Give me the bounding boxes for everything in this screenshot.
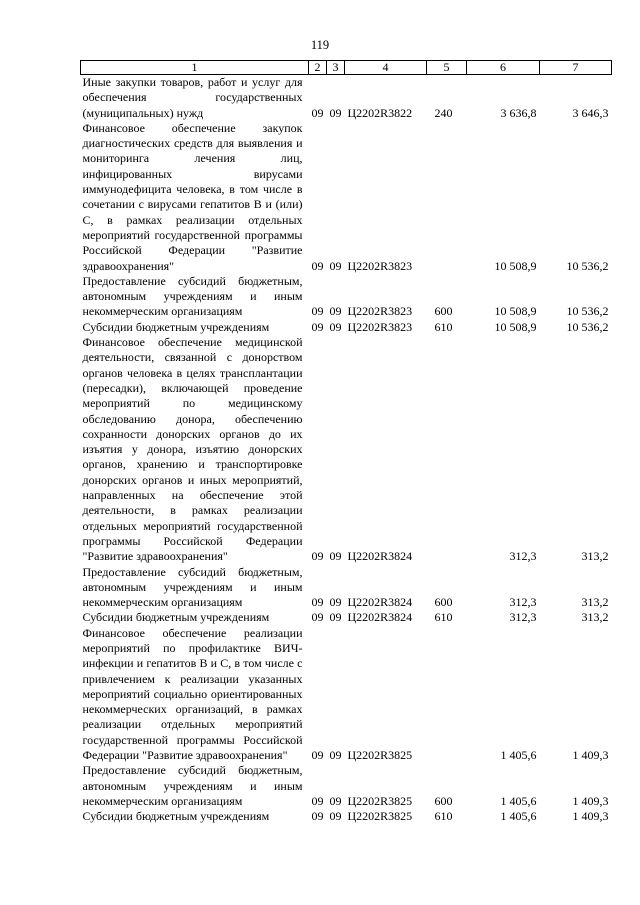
page-number: 119 [310,38,330,52]
amount-year-2: 313,2 [581,595,609,610]
table-row [81,274,612,320]
subsection-code: 09 [329,258,342,273]
table-row [81,320,612,335]
subsection-code: 09 [329,319,342,334]
target-article-code: Ц2202R3824 [347,549,413,564]
subsection-code: 09 [329,595,342,610]
amount-year-2: 10 536,2 [566,258,609,273]
target-article-code: Ц2202R3823 [347,258,413,273]
amount-year-2: 1 409,3 [572,809,609,824]
row-name: Предоставление субсидий бюджетным, автономным учреждениям и иным некоммерческим организациям [82,273,303,319]
target-article-code: Ц2202R3825 [347,748,413,763]
amount-year-1: 3 636,8 [500,105,537,120]
table-row [81,809,612,824]
subsection-code: 09 [329,748,342,763]
row-name: Предоставление субсидий бюджетным, автономным учреждениям и иным некоммерческим организациям [82,564,303,610]
row-name: Финансовое обеспечение медицинской деятельности, связанной с донорством органов человека в целях трансплантации (пересадки), включающей проведение мероприятий по медицинскому обследованию донора, обеспечению сохранности донорских органов до их изъятия у донора, изъятию донорских органов, хранению и транспортировке донорских органов и иных мероприятий, направленных на обеспечение этой деятельности, в рамках реализации отдельных мероприятий государственной программы Российской Федерации "Развитие здравоохранения" [82,335,303,564]
section-code: 09 [311,304,324,319]
column-header: 5 [427,61,467,75]
target-article-code: Ц2202R3825 [347,809,413,824]
subsection-code: 09 [329,610,342,625]
column-header: 2 [309,61,327,75]
section-code: 09 [311,809,324,824]
expense-type-code [427,335,467,564]
column-header: 3 [327,61,345,75]
column-header: 6 [467,61,540,75]
amount-year-2: 313,2 [581,610,609,625]
expense-type-code: 240 [434,105,453,120]
amount-year-2: 10 536,2 [566,319,609,334]
row-name: Иные закупки товаров, работ и услуг для обеспечения государственных (муниципальных) нужд [82,75,303,120]
expense-type-code: 600 [434,595,453,610]
expense-type-code: 610 [434,809,453,824]
section-code: 09 [311,319,324,334]
table-row [81,763,612,809]
expense-type-code: 610 [434,319,453,334]
amount-year-1: 1 405,6 [500,793,537,808]
table-row [81,610,612,625]
amount-year-2: 1 409,3 [572,793,609,808]
amount-year-1: 10 508,9 [494,258,537,273]
target-article-code: Ц2202R3823 [347,304,413,319]
section-code: 09 [311,549,324,564]
table-row [81,565,612,611]
subsection-code: 09 [329,809,342,824]
subsection-code: 09 [329,793,342,808]
expense-type-code: 610 [434,610,453,625]
row-name: Предоставление субсидий бюджетным, автономным учреждениям и иным некоммерческим организациям [82,763,303,808]
subsection-code: 09 [329,304,342,319]
target-article-code: Ц2202R3822 [347,105,413,120]
subsection-code: 09 [329,105,342,120]
section-code: 09 [311,105,324,120]
table-row [81,626,612,764]
column-header: 1 [81,61,309,75]
table-row [81,121,612,274]
amount-year-1: 312,3 [509,549,537,564]
row-name: Финансовое обеспечение закупок диагностических средств для выявления и мониторинга лечения лиц, инфицированных вирусами иммунодефицита человека, в том числе в сочетании с вирусами гепатитов В и (или) С, в рамках реализации отдельных мероприятий государственной программы Российской Федерации "Развитие здравоохранения" [82,120,303,273]
amount-year-2: 3 646,3 [572,105,609,120]
column-header: 7 [540,61,612,75]
amount-year-2: 313,2 [581,549,609,564]
row-name: Субсидии бюджетным учреждениям [82,319,270,334]
expense-type-code: 600 [434,793,453,808]
table-row [81,75,612,121]
row-name: Финансовое обеспечение реализации мероприятий по профилактике ВИЧ-инфекции и гепатитов В и С, в том числе с привлечением к реализации указанных мероприятий социально ориентированных некоммерческих организаций, в рамках реализации отдельных мероприятий государственной программы Российской Федерации "Развитие здравоохранения" [82,625,303,763]
section-code: 09 [311,610,324,625]
section-code: 09 [311,595,324,610]
amount-year-1: 312,3 [509,595,537,610]
target-article-code: Ц2202R3823 [347,319,413,334]
section-code: 09 [311,748,324,763]
target-article-code: Ц2202R3824 [347,610,413,625]
column-header: 4 [345,61,427,75]
section-code: 09 [311,258,324,273]
table-row [81,335,612,564]
amount-year-1: 1 405,6 [500,748,537,763]
target-article-code: Ц2202R3825 [347,793,413,808]
expense-type-code [427,121,467,274]
amount-year-1: 312,3 [509,610,537,625]
amount-year-2: 1 409,3 [572,748,609,763]
amount-year-2: 10 536,2 [566,304,609,319]
amount-year-1: 10 508,9 [494,304,537,319]
budget-table [80,60,612,825]
amount-year-1: 10 508,9 [494,319,537,334]
row-name: Субсидии бюджетным учреждениям [82,809,270,824]
target-article-code: Ц2202R3824 [347,595,413,610]
subsection-code: 09 [329,549,342,564]
header-row [81,61,612,75]
expense-type-code: 600 [434,304,453,319]
amount-year-1: 1 405,6 [500,809,537,824]
row-name: Субсидии бюджетным учреждениям [82,610,270,625]
expense-type-code [427,626,467,764]
section-code: 09 [311,793,324,808]
